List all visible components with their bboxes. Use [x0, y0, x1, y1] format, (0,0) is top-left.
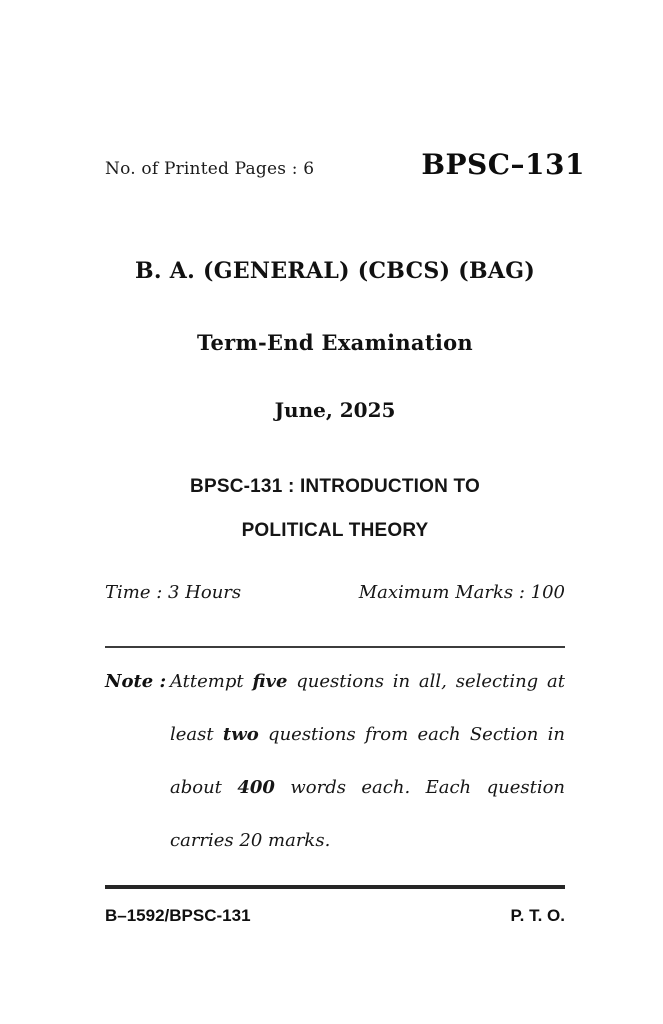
- note-text: Attempt five questions in all, selecting at least two questions from each Section in about 400 words each. Each question carries 20 marks.: [170, 671, 566, 851]
- course-title-line2: POLITICAL THEORY: [241, 520, 429, 541]
- footer-double-rule: [105, 885, 565, 889]
- course-title-line1: BPSC-131 : INTRODUCTION TO: [190, 476, 480, 497]
- exam-title: Term-End Examination: [196, 330, 473, 355]
- note-label: Note :: [105, 671, 167, 692]
- exam-session: June, 2025: [274, 398, 396, 422]
- paper-code: BPSC–131: [421, 148, 585, 181]
- program-title: B. A. (GENERAL) (CBCS) (BAG): [134, 258, 536, 284]
- note-block: [105, 655, 565, 867]
- pto-label: P. T. O.: [510, 906, 565, 925]
- page-header: [105, 148, 585, 182]
- time-allowed: Time : 3 Hours: [105, 582, 242, 603]
- printed-pages-count: No. of Printed Pages : 6: [105, 159, 315, 179]
- maximum-marks: Maximum Marks : 100: [358, 582, 565, 603]
- paper-print-code: B–1592/BPSC-131: [105, 906, 251, 925]
- section-divider-line: [105, 646, 565, 648]
- exam-meta-row: [105, 582, 565, 603]
- page-footer: [105, 906, 565, 926]
